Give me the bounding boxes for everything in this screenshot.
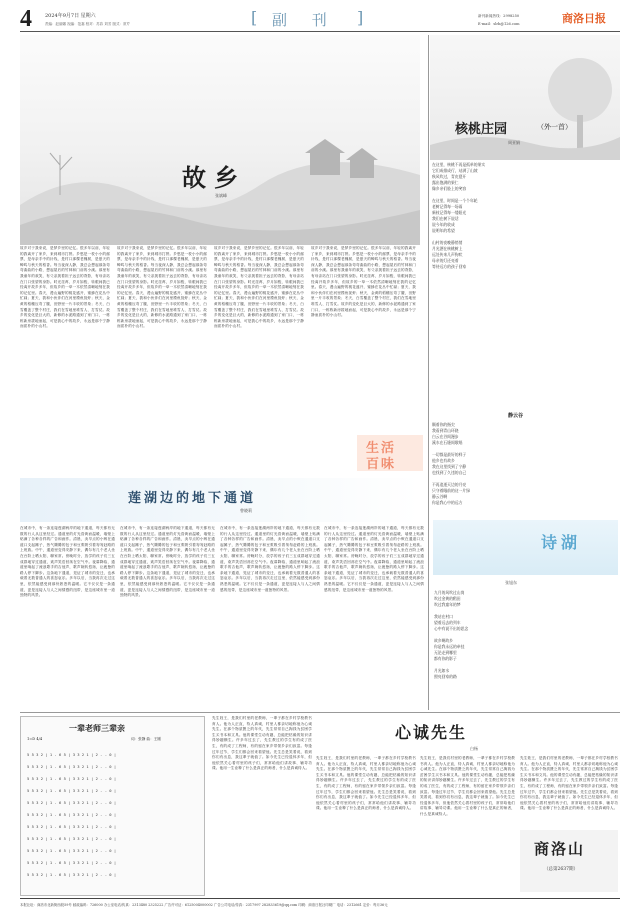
masthead-box — [520, 830, 618, 892]
article3-author: 曾晓莉 — [240, 508, 252, 513]
article4-body-col1: 先生姓王，是我们村里的老教师，一辈子都在乡村学校教书育人。他为人正直，待人真诚，村里人都亲切地称他为心诚先生。在那个物质匮乏的年代，先生常常自己掏钱为贫困学生买书本和文具。他的课堂生动有趣，总能把枯燥的知识讲得妙趣横生。许多年过去了，先生教过的学生有的成了医生，有的成了工程师，有的留在家乡带领乡亲们致富。每逢过年过节，学生们都会回来看望他。先生总是笑着说，看到你们有出息，我这辈子就值了。如今先生已经退休多年，但他依然关心着村里的孩子们，常常给他们讲故事、辅导功课。他用一生诠释了什么是真正的师者，什么是真诚待人。 — [212, 716, 312, 771]
article2-author: 周亚娟 — [508, 140, 520, 145]
section-bracket-right: ] — [357, 8, 364, 27]
score-notes — [27, 749, 199, 881]
walnut-tree-drawing — [430, 35, 620, 160]
article3-body-col3: 在城市中，有一条连接莲湖两岸的地下通道，每天都有无数的行人从这里经过。通道里的灯光昏黄而温暖，墙壁上贴满了各种各样的广告和画作。清晨，卖早点的小贩在通道口支起摊子，热气腾腾的包子和豆浆吸引着匆匆赶路的上班族。中午，通道里变得安静下来，偶尔有几个老人坐在台阶上晒太阳、聊家常。傍晚时分，放学的孩子们三五成群地穿过通道，欢声笑语回荡在空气中。夜幕降临，通道里响起了流浪歌手的吉他声，歌声婉转悠扬，让疲惫的路人停下脚步。这条地下通道，见证了城市的变迁，也承载着无数普通人的喜怒哀乐。多年以后，当我再次走过这里，依然能感受到那份熟悉的温暖。它不仅仅是一条通道，更是连接人与人之间情感的纽带，是这座城市里一道独特的风景。 — [220, 526, 320, 592]
poetry-banner — [433, 520, 618, 575]
article1-body-col3: 故乡对于我来说，是梦乡里的记忆。很多年以前，年轻的我离开了家乡，来到城市打拼。乡愁是一枚小小的邮票，是母亲手中的针线，是村口那棵老槐树，是夏天的蝉鸣与秋天的稻香。每当夜深人静，我总会想起那条弯弯曲曲的小路，想起屋后的竹林和门前的小溪。那里有我童年的欢笑，有父亲挑着担子远去的背影，有母亲站在门口张望的身影。时光荏苒，岁月如梭，转眼间我已经离开故乡多年，但故乡的一草一木依然清晰地刻在我的记忆里。春天，漫山遍野的桃花盛开，蜜蜂在花丛中忙碌；夏天，我和小伙伴们在河里摸鱼捉虾；秋天，金黄的稻穗压弯了腰，田野里一片丰收的景象；冬天，白雪覆盖了整个村庄，我们在雪地里堆雪人、打雪仗。故乡的变化是巨大的，新修的水泥路通到了家门口，一栋栋新房拔地而起，可是我心中的故乡，永远是那个宁静而质朴的小山村。 — [214, 246, 304, 329]
article2-title: 核桃庄园 — [455, 122, 508, 137]
footer-text: 本报社址：商洛市北新街西段59号 邮政编码：726000 办公室电话/传真：2313480 2325222 广告许可证：6125004000002 广告公司电话/传真：2317997 282833619@qq.com 印刷：商洛日报社印刷厂 电话：2312661 定价：每月36元 — [20, 903, 388, 907]
landscape-drawing — [20, 35, 420, 245]
masthead-issue: （总第2637期） — [544, 867, 578, 872]
sheet-music-box — [20, 716, 205, 896]
score-line: 5 5 3 2 | 1 - 6 5 | 3 3 2 1 | 2 - - 0 | — [27, 872, 117, 877]
column-label-line2: 百味 — [366, 457, 397, 472]
score-line: 5 5 3 2 | 1 - 6 5 | 3 3 2 1 | 2 - - 0 | — [27, 824, 117, 829]
score-line: 5 5 3 2 | 1 - 6 5 | 3 3 2 1 | 2 - - 0 | — [27, 788, 117, 793]
poem-right-text: 九月的风吹过山岗 吹过金黄的稻田 吹过我童年的梦 我站在村口 望着远去的列车 心中有说不出的思念 故乡啊故乡 你是我永远的牵挂 无论走到哪里 都有你的影子 月光如水 照亮回家的路 — [434, 590, 469, 679]
column-label-box — [357, 435, 423, 471]
score-line: 5 5 3 2 | 1 - 6 5 | 3 3 2 1 | 2 - - 0 | — [27, 752, 117, 757]
score-line: 5 5 3 2 | 1 - 6 5 | 3 3 2 1 | 2 - - 0 | — [27, 776, 117, 781]
article1-body-col4: 故乡对于我来说，是梦乡里的记忆。很多年以前，年轻的我离开了家乡，来到城市打拼。乡愁是一枚小小的邮票，是母亲手中的针线，是村口那棵老槐树，是夏天的蝉鸣与秋天的稻香。每当夜深人静，我总会想起那条弯弯曲曲的小路，想起屋后的竹林和门前的小溪。那里有我童年的欢笑，有父亲挑着担子远去的背影，有母亲站在门口张望的身影。时光荏苒，岁月如梭，转眼间我已经离开故乡多年，但故乡的一草一木依然清晰地刻在我的记忆里。春天，漫山遍野的桃花盛开，蜜蜂在花丛中忙碌；夏天，我和小伙伴们在河里摸鱼捉虾；秋天，金黄的稻穗压弯了腰，田野里一片丰收的景象；冬天，白雪覆盖了整个村庄，我们在雪地里堆雪人、打雪仗。故乡的变化是巨大的，新修的水泥路通到了家门口，一栋栋新房拔地而起，可是我心中的故乡，永远是那个宁静而质朴的小山村。 — [311, 246, 416, 318]
section-bracket-left: [ — [251, 8, 258, 27]
score-line: 5 5 3 2 | 1 - 6 5 | 3 3 2 1 | 2 - - 0 | — [27, 848, 117, 853]
article1-title: 故乡 — [182, 163, 246, 192]
article4-author: 白杨 — [470, 746, 478, 751]
score-tempo: 1=D 4/4 — [27, 737, 43, 741]
footer-rule — [20, 898, 620, 899]
poetry-banner-label: 诗湖 — [541, 533, 582, 552]
section-title: 副 刊 — [272, 11, 337, 29]
article1-author: 张斌峰 — [215, 193, 227, 198]
article2-poem: 在这里，核桃不再是孤单的果实 它们成排成行，站满了山坡 秋风吹过，青皮裂开 露出饱满的果仁 像乡亲们脸上的笑容 在这里，时间是一个个年轮 老树记得每一场雨 新枝记得每一缕阳光 我们在树下说话 说今年的收成 说明年的希望 山村的夜晚静悄悄 月光洒在核桃树上 远处传来几声狗吠 母亲的灯还亮着 等待远方的孩子回家 — [432, 162, 486, 269]
issue-date: 2024年9月7日 星期六 — [45, 13, 96, 19]
poem2-title: 静云谷 — [508, 413, 524, 419]
article4-body-col4: 先生姓王，是我们村里的老教师，一辈子都在乡村学校教书育人。他为人正直，待人真诚，村里人都亲切地称他为心诚先生。在那个物质匮乏的年代，先生常常自己掏钱为贫困学生买书本和文具。他的课堂生动有趣，总能把枯燥的知识讲得妙趣横生。许多年过去了，先生教过的学生有的成了医生，有的成了工程师，有的留在家乡带领乡亲们致富。每逢过年过节，学生们都会回来看望他。先生总是笑着说，看到你们有出息，我这辈子就值了。如今先生已经退休多年，但他依然关心着村里的孩子们，常常给他们讲故事、辅导功课。他用一生诠释了什么是真正的师者，什么是真诚待人。 — [520, 756, 618, 811]
poem-right-author: 张旭东 — [505, 580, 517, 585]
score-line: 5 5 3 2 | 1 - 6 5 | 3 3 2 1 | 2 - - 0 | — [27, 812, 117, 817]
score-line: 5 5 3 2 | 1 - 6 5 | 3 3 2 1 | 2 - - 0 | — [27, 836, 117, 841]
article3-body-col4: 在城市中，有一条连接莲湖两岸的地下通道，每天都有无数的行人从这里经过。通道里的灯光昏黄而温暖，墙壁上贴满了各种各样的广告和画作。清晨，卖早点的小贩在通道口支起摊子，热气腾腾的包子和豆浆吸引着匆匆赶路的上班族。中午，通道里变得安静下来，偶尔有几个老人坐在台阶上晒太阳、聊家常。傍晚时分，放学的孩子们三五成群地穿过通道，欢声笑语回荡在空气中。夜幕降临，通道里响起了流浪歌手的吉他声，歌声婉转悠扬，让疲惫的路人停下脚步。这条地下通道，见证了城市的变迁，也承载着无数普通人的喜怒哀乐。多年以后，当我再次走过这里，依然能感受到那份熟悉的温暖。它不仅仅是一条通道，更是连接人与人之间情感的纽带，是这座城市里一道独特的风景。 — [324, 526, 424, 592]
article1-body-col1: 故乡对于我来说，是梦乡里的记忆。很多年以前，年轻的我离开了家乡，来到城市打拼。乡愁是一枚小小的邮票，是母亲手中的针线，是村口那棵老槐树，是夏天的蝉鸣与秋天的稻香。每当夜深人静，我总会想起那条弯弯曲曲的小路，想起屋后的竹林和门前的小溪。那里有我童年的欢笑，有父亲挑着担子远去的背影，有母亲站在门口张望的身影。时光荏苒，岁月如梭，转眼间我已经离开故乡多年，但故乡的一草一木依然清晰地刻在我的记忆里。春天，漫山遍野的桃花盛开，蜜蜂在花丛中忙碌；夏天，我和小伙伴们在河里摸鱼捉虾；秋天，金黄的稻穗压弯了腰，田野里一片丰收的景象；冬天，白雪覆盖了整个村庄，我们在雪地里堆雪人、打雪仗。故乡的变化是巨大的，新修的水泥路通到了家门口，一栋栋新房拔地而起，可是我心中的故乡，永远是那个宁静而质朴的小山村。 — [20, 246, 110, 329]
masthead-title: 商洛山 — [534, 840, 586, 858]
score-line: 5 5 3 2 | 1 - 6 5 | 3 3 2 1 | 2 - - 0 | — [27, 800, 117, 805]
walnut-illustration — [430, 35, 620, 160]
score-line: 5 5 3 2 | 1 - 6 5 | 3 3 2 1 | 2 - - 0 | — [27, 764, 117, 769]
poem2-body: 顺着你的指尖 我看到青山环绕 白云在谷间漫步 溪水在石缝间歌唱 一切都是最好的样子 他乡也有故乡 我在这里找到了宁静 也找到了久违的自己 不再追逐天边的月亮 只守着眼前的这一片绿 静云谷啊 你是我心中的远方 — [432, 422, 470, 505]
page-number: 4 — [20, 6, 32, 32]
article4-title: 心诚先生 — [395, 723, 468, 742]
article3-body-col1: 在城市中，有一条连接莲湖两岸的地下通道，每天都有无数的行人从这里经过。通道里的灯光昏黄而温暖，墙壁上贴满了各种各样的广告和画作。清晨，卖早点的小贩在通道口支起摊子，热气腾腾的包子和豆浆吸引着匆匆赶路的上班族。中午，通道里变得安静下来，偶尔有几个老人坐在台阶上晒太阳、聊家常。傍晚时分，放学的孩子们三五成群地穿过通道，欢声笑语回荡在空气中。夜幕降临，通道里响起了流浪歌手的吉他声，歌声婉转悠扬，让疲惫的路人停下脚步。这条地下通道，见证了城市的变迁，也承载着无数普通人的喜怒哀乐。多年以后，当我再次走过这里，依然能感受到那份熟悉的温暖。它不仅仅是一条通道，更是连接人与人之间情感的纽带，是这座城市里一道独特的风景。 — [20, 526, 115, 598]
editor-credits: 责编：赵丽娜 视编：范嘉 校对：苏彩 刘芳 版式：常芹 — [45, 22, 130, 26]
article4-body-col2: 先生姓王，是我们村里的老教师，一辈子都在乡村学校教书育人。他为人正直，待人真诚，村里人都亲切地称他为心诚先生。在那个物质匮乏的年代，先生常常自己掏钱为贫困学生买书本和文具。他的课堂生动有趣，总能把枯燥的知识讲得妙趣横生。许多年过去了，先生教过的学生有的成了医生，有的成了工程师，有的留在家乡带领乡亲们致富。每逢过年过节，学生们都会回来看望他。先生总是笑着说，看到你们有出息，我这辈子就值了。如今先生已经退休多年，但他依然关心着村里的孩子们，常常给他们讲故事、辅导功课。他用一生诠释了什么是真正的师者，什么是真诚待人。 — [316, 756, 416, 811]
right-column-rule — [428, 35, 429, 710]
hometown-illustration — [20, 35, 420, 245]
article2-subtitle: （外一首） — [537, 123, 572, 131]
brand-logo: 商洛日报 — [562, 12, 606, 25]
lower-section-rule — [20, 712, 620, 713]
email-address: E-mail：slrb@126.com — [478, 22, 520, 26]
hotline-label: 新刊新闻热线：2998250 — [478, 14, 520, 18]
score-line: 5 5 3 2 | 1 - 6 5 | 3 3 2 1 | 2 - - 0 | — [27, 860, 117, 865]
score-title: 一辈老师三辈亲 — [69, 723, 125, 733]
article3-body-col2: 在城市中，有一条连接莲湖两岸的地下通道，每天都有无数的行人从这里经过。通道里的灯光昏黄而温暖，墙壁上贴满了各种各样的广告和画作。清晨，卖早点的小贩在通道口支起摊子，热气腾腾的包子和豆浆吸引着匆匆赶路的上班族。中午，通道里变得安静下来，偶尔有几个老人坐在台阶上晒太阳、聊家常。傍晚时分，放学的孩子们三五成群地穿过通道，欢声笑语回荡在空气中。夜幕降临，通道里响起了流浪歌手的吉他声，歌声婉转悠扬，让疲惫的路人停下脚步。这条地下通道，见证了城市的变迁，也承载着无数普通人的喜怒哀乐。多年以后，当我再次走过这里，依然能感受到那份熟悉的温暖。它不仅仅是一条通道，更是连接人与人之间情感的纽带，是这座城市里一道独特的风景。 — [120, 526, 215, 598]
header-rule — [20, 31, 620, 32]
article3-title: 莲湖边的地下通道 — [128, 491, 257, 506]
column-label-line1: 生活 — [366, 441, 397, 456]
article4-body-col3: 先生姓王，是我们村里的老教师，一辈子都在乡村学校教书育人。他为人正直，待人真诚，村里人都亲切地称他为心诚先生。在那个物质匮乏的年代，先生常常自己掏钱为贫困学生买书本和文具。他的课堂生动有趣，总能把枯燥的知识讲得妙趣横生。许多年过去了，先生教过的学生有的成了医生，有的成了工程师，有的留在家乡带领乡亲们致富。每逢过年过节，学生们都会回来看望他。先生总是笑着说，看到你们有出息，我这辈子就值了。如今先生已经退休多年，但他依然关心着村里的孩子们，常常给他们讲故事、辅导功课。他用一生诠释了什么是真正的师者，什么是真诚待人。 — [420, 756, 515, 816]
article1-body-col2: 故乡对于我来说，是梦乡里的记忆。很多年以前，年轻的我离开了家乡，来到城市打拼。乡愁是一枚小小的邮票，是母亲手中的针线，是村口那棵老槐树，是夏天的蝉鸣与秋天的稻香。每当夜深人静，我总会想起那条弯弯曲曲的小路，想起屋后的竹林和门前的小溪。那里有我童年的欢笑，有父亲挑着担子远去的背影，有母亲站在门口张望的身影。时光荏苒，岁月如梭，转眼间我已经离开故乡多年，但故乡的一草一木依然清晰地刻在我的记忆里。春天，漫山遍野的桃花盛开，蜜蜂在花丛中忙碌；夏天，我和小伙伴们在河里摸鱼捉虾；秋天，金黄的稻穗压弯了腰，田野里一片丰收的景象；冬天，白雪覆盖了整个村庄，我们在雪地里堆雪人、打雪仗。故乡的变化是巨大的，新修的水泥路通到了家门口，一栋栋新房拔地而起，可是我心中的故乡，永远是那个宁静而质朴的小山村。 — [117, 246, 207, 329]
score-credits: 词：张静 曲：王刚 — [131, 737, 161, 741]
